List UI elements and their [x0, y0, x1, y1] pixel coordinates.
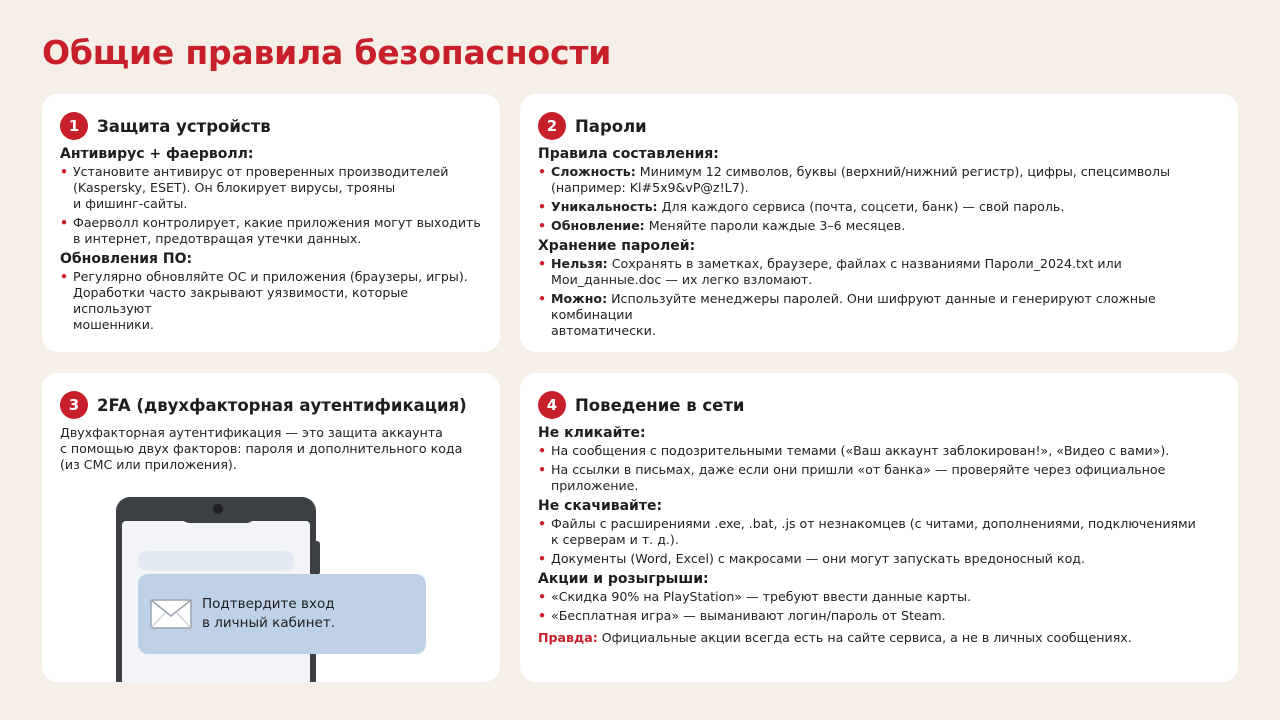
placeholder-bar [138, 551, 294, 571]
list-item: • Регулярно обновляйте ОС и приложения (браузеры, игры). Доработки часто закрывают уязвимости, которые используют мошенники. [60, 269, 482, 333]
card-title: 2FA (двухфакторная аутентификация) [97, 395, 467, 415]
list-item: • Нельзя: Сохранять в заметках, браузере, файлах с названиями Пароли_2024.txt или Мои_данные.doc — их легко взломают. [538, 256, 1220, 288]
subheading-antivirus: Антивирус + фаерволл: [60, 146, 254, 162]
dont-click-list [538, 443, 1220, 494]
card-header [538, 112, 1220, 140]
list-item: • На сообщения с подозрительными темами («Ваш аккаунт заблокирован!», «Видео с вами»). [538, 443, 1220, 459]
card-title: Пароли [575, 116, 647, 136]
list-item: • Фаерволл контролирует, какие приложения могут выходить в интернет, предотвращая утечки данных. [60, 215, 482, 247]
list-item: • «Скидка 90% на PlayStation» — требуют ввести данные карты. [538, 589, 1220, 605]
card-passwords [520, 94, 1238, 352]
rules-list [538, 164, 1220, 234]
subheading-promotions: Акции и розыгрыши: [538, 571, 709, 587]
notification-text: Подтвердите вход в личный кабинет. [202, 596, 335, 631]
list-item: • Документы (Word, Excel) с макросами — они могут запускать вредоносный код. [538, 551, 1220, 567]
list-item: • Сложность: Минимум 12 символов, буквы (верхний/нижний регистр), цифры, спецсимволы (например: Kl#5x9&vP@z!L7). [538, 164, 1220, 196]
list-item: • «Бесплатная игра» — выманивают логин/пароль от Steam. [538, 608, 1220, 624]
subheading-updates: Обновления ПО: [60, 251, 193, 267]
list-item: • Обновление: Меняйте пароли каждые 3–6 месяцев. [538, 218, 1220, 234]
card-2fa [42, 373, 500, 682]
step-number-badge: 1 [60, 112, 88, 140]
dont-download-list [538, 516, 1220, 567]
card-title: Защита устройств [97, 116, 271, 136]
page-title: Общие правила безопасности [42, 33, 612, 72]
subheading-rules: Правила составления: [538, 146, 719, 162]
notification-popup [138, 574, 426, 654]
truth-label: Правда: [538, 630, 598, 645]
envelope-icon [150, 599, 192, 629]
subheading-dont-download: Не скачивайте: [538, 498, 663, 514]
subheading-storage: Хранение паролей: [538, 238, 696, 254]
camera-icon [213, 504, 223, 514]
updates-list [60, 269, 482, 333]
list-item: • Можно: Используйте менеджеры паролей. Они шифруют данные и генерируют сложные комбинации автоматически. [538, 291, 1220, 339]
list-item: • Установите антивирус от проверенных производителей (Kaspersky, ESET). Он блокирует вирусы, трояны и фишинг-сайты. [60, 164, 482, 212]
card-header [538, 391, 1220, 419]
list-item: • Уникальность: Для каждого сервиса (почта, соцсети, банк) — свой пароль. [538, 199, 1220, 215]
phone-side-button [314, 541, 320, 575]
card-header [60, 112, 482, 140]
2fa-description: Двухфакторная аутентификация — это защита аккаунта с помощью двух факторов: пароля и дополнительного кода (из СМС или приложения). [60, 425, 463, 472]
card-device-protection [42, 94, 500, 352]
truth-text: Официальные акции всегда есть на сайте сервиса, а не в личных сообщениях. [601, 630, 1132, 645]
card-header [60, 391, 482, 419]
step-number-badge: 4 [538, 391, 566, 419]
step-number-badge: 3 [60, 391, 88, 419]
truth-note [538, 630, 1220, 646]
list-item: • Файлы с расширениями .exe, .bat, .js от незнакомцев (с читами, дополнениями, подключениями к серверам и т. д.). [538, 516, 1220, 548]
step-number-badge: 2 [538, 112, 566, 140]
card-title: Поведение в сети [575, 395, 745, 415]
antivirus-list [60, 164, 482, 247]
storage-list [538, 256, 1220, 339]
subheading-dont-click: Не кликайте: [538, 425, 646, 441]
card-online-behavior [520, 373, 1238, 682]
list-item: • На ссылки в письмах, даже если они пришли «от банка» — проверяйте через официальное приложение. [538, 462, 1220, 494]
promotions-list [538, 589, 1220, 624]
